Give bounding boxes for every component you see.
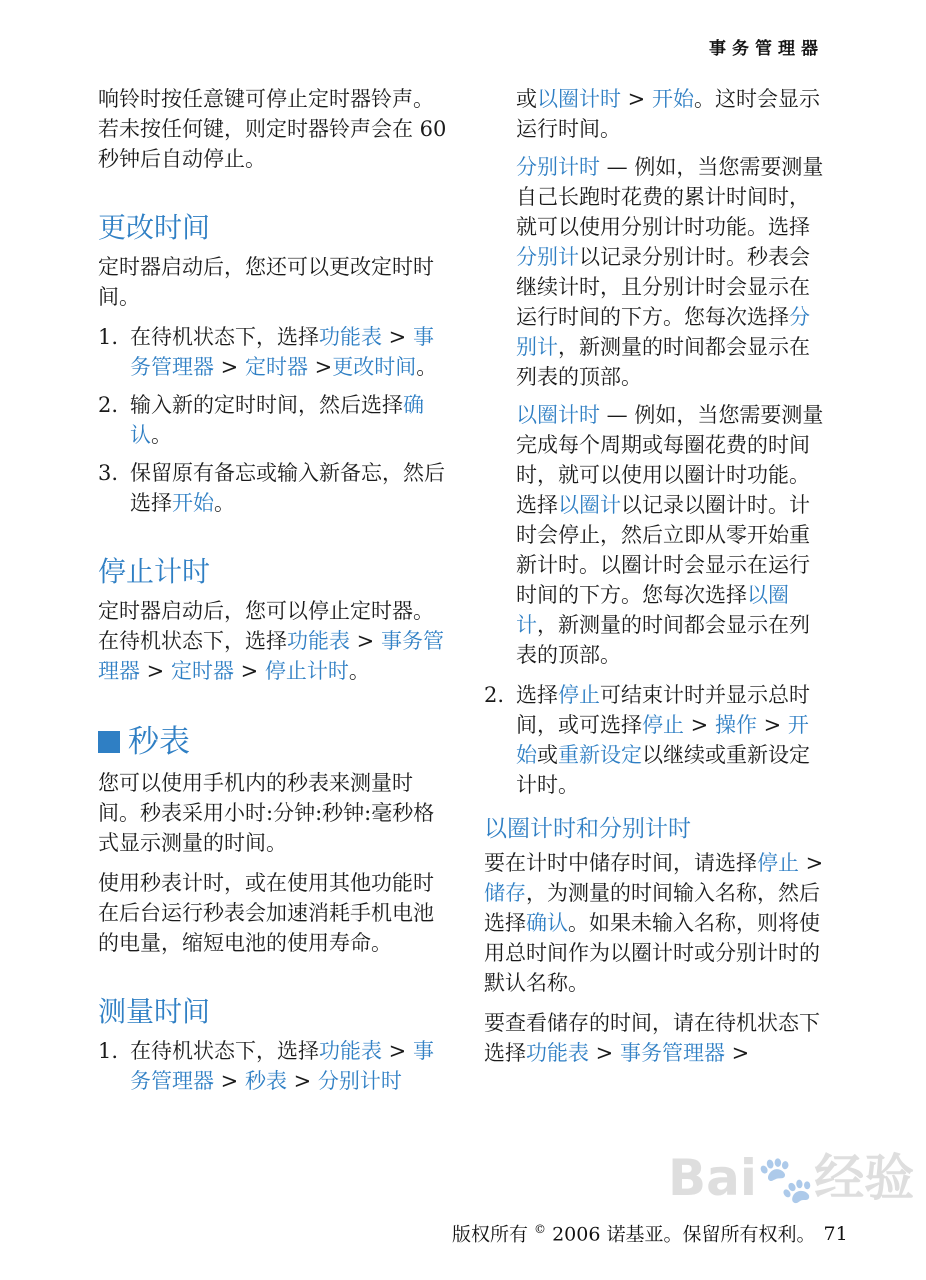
body-text: 以记录以圈计时。计时会停止，然后立即从零开始重新计时。以圈计时会显示在运行时间的下方。您每次选择	[516, 493, 810, 607]
term-lap-timing: 以圈计时	[516, 403, 600, 427]
menu-separator: >	[684, 713, 715, 737]
option-lap: 以圈计	[516, 583, 789, 637]
change-time-heading: 更改时间	[98, 211, 211, 244]
menu-separator: >	[799, 851, 824, 875]
watermark-text: Bai	[668, 1149, 757, 1207]
change-time-body: 定时器启动后，您还可以更改定时时间。	[98, 255, 434, 309]
running-header: 事务管理器	[709, 39, 824, 59]
step-plain-text: 保留原有备忘或输入新备忘，然后选择	[130, 461, 445, 515]
menu-separator: >	[382, 1039, 413, 1063]
right-column	[484, 84, 829, 1068]
option-reset: 重新设定	[558, 743, 642, 767]
measure-time-steps	[98, 1036, 448, 1096]
menu-link-functions: 功能表	[319, 325, 382, 349]
step-plain-text: 以继续或重新设定计时。	[516, 743, 810, 797]
list-item	[98, 1036, 448, 1096]
body-text: ，新测量的时间都会显示在列表的顶部。	[516, 335, 810, 389]
option-stop: 停止	[558, 683, 600, 707]
step-plain-text: 。	[214, 491, 235, 515]
menu-separator: >	[756, 713, 788, 737]
watermark-text-2: 经验	[814, 1149, 915, 1207]
option-lap: 以圈计	[558, 493, 621, 517]
change-time-steps	[98, 322, 448, 518]
menu-separator: >	[214, 355, 245, 379]
body-text: ，新测量的时间都会显示在列表的顶部。	[516, 613, 810, 667]
stopwatch-heading	[98, 722, 448, 762]
change-time-section	[98, 210, 448, 518]
stop-timer-heading: 停止计时	[98, 555, 211, 588]
body-text: 。如果未输入名称，则将使用总时间作为以圈计时或分别计时的默认名称。	[484, 911, 820, 995]
step-text	[130, 390, 448, 450]
step-plain-text: 在待机状态下，选择	[130, 1039, 319, 1063]
stop-timer-section	[98, 554, 448, 686]
view-times-body	[484, 1008, 829, 1068]
square-bullet-icon	[98, 731, 120, 753]
step-text	[130, 322, 448, 382]
list-item	[98, 322, 448, 382]
copyright-text: 版权所有	[452, 1223, 535, 1246]
body-text: 要在计时中储存时间，请选择	[484, 851, 757, 875]
step-plain-text: 。	[416, 355, 438, 379]
menu-separator: >	[286, 1069, 318, 1093]
menu-separator: >	[350, 629, 381, 653]
stopwatch-section	[98, 722, 448, 958]
step-plain-text: 在待机状态下，选择	[130, 325, 319, 349]
term-split-timing: 分别计时	[516, 155, 600, 179]
copyright-text: 2006 诺基亚。保留所有权利。	[546, 1223, 816, 1246]
menu-separator: >	[621, 87, 652, 111]
stop-timer-body	[98, 596, 448, 686]
menu-separator: >	[724, 1041, 750, 1065]
measure-time-steps-cont	[484, 680, 829, 800]
step-plain-text: 可结束计时并显示总时间，或可选择	[516, 683, 810, 737]
menu-link-start: 开始	[172, 491, 214, 515]
timing-mode-descriptions	[484, 152, 829, 670]
stopwatch-body-1: 您可以使用手机内的秒表来测量时间。秒表采用小时:分钟:秒钟:毫秒格式显示测量的时间。	[98, 771, 435, 855]
baidu-watermark	[668, 1138, 914, 1210]
menu-separator: >	[140, 659, 171, 683]
option-confirm: 确认	[526, 911, 568, 935]
list-item	[484, 680, 829, 800]
body-text: 定时器启动后，您可以停止定时器。在待机状态下，选择	[98, 599, 434, 653]
menu-link-organizer: 事务管理器	[98, 629, 444, 683]
menu-link-functions: 功能表	[526, 1041, 589, 1065]
option-save: 储存	[484, 881, 526, 905]
lap-timing-desc	[516, 400, 829, 670]
step-plain-text: 。这时会显示运行时间。	[516, 87, 820, 141]
menu-link-stop-timer: 停止计时	[264, 659, 349, 683]
menu-link-organizer: 事务管理器	[130, 325, 434, 379]
menu-separator: >	[382, 325, 413, 349]
menu-link-timer: 定时器	[170, 659, 234, 683]
menu-link-functions: 功能表	[287, 629, 350, 653]
menu-link-organizer: 事务管理器	[130, 1039, 434, 1093]
step-number: 2.	[98, 393, 119, 417]
step-text	[130, 1036, 448, 1096]
save-times-heading: 以圈计时和分别计时	[484, 816, 691, 842]
body-text: ，为测量的时间输入名称，然后选择	[484, 881, 820, 935]
left-column	[98, 84, 448, 1096]
step-text	[130, 458, 448, 518]
step-number: 3.	[98, 461, 119, 485]
step-number: 1.	[98, 1039, 119, 1063]
step-plain-text: 或	[537, 743, 558, 767]
menu-separator: >	[307, 355, 333, 379]
step-plain-text: 输入新的定时时间，然后选择	[130, 393, 403, 417]
step-plain-text: 。	[151, 423, 172, 447]
page-number: 71	[823, 1223, 848, 1246]
menu-link-functions: 功能表	[319, 1039, 382, 1063]
timer-alarm-text: 响铃时按任意键可停止定时器铃声。若未按任何键，则定时器铃声会在 60 秒钟后自动停止。	[98, 87, 447, 171]
option-stop: 停止	[757, 851, 799, 875]
menu-link-stopwatch: 秒表	[244, 1069, 287, 1093]
body-text: — 例如，当您需要测量自己长跑时花费的累计时间时，就可以使用分别计时功能。选择	[516, 155, 824, 239]
step-text	[516, 680, 829, 800]
option-options: 操作	[714, 713, 757, 737]
paw-icon: 🐾	[757, 1152, 815, 1206]
save-times-section	[484, 814, 829, 1068]
body-text: — 例如，当您需要测量完成每个周期或每圈花费的时间时，就可以使用以圈计时功能。选择	[516, 403, 824, 517]
save-times-body	[484, 848, 829, 998]
measure-time-heading: 测量时间	[98, 995, 211, 1028]
body-text: 以记录分别计时。秒表会继续计时，且分别计时会显示在运行时间的下方。您每次选择	[516, 245, 810, 329]
menu-link-timer: 定时器	[244, 355, 308, 379]
step-number: 1.	[98, 325, 119, 349]
body-text: 。	[348, 659, 370, 683]
step1-continuation	[484, 84, 829, 144]
menu-separator: >	[233, 659, 265, 683]
stopwatch-heading-text: 秒表	[128, 724, 190, 760]
menu-link-start: 开始	[651, 87, 694, 111]
menu-link-change-time: 更改时间	[332, 355, 417, 379]
option-start: 开始	[516, 713, 809, 767]
option-split: 分别计	[516, 305, 810, 359]
body-text: 要查看储存的时间，请在待机状态下选择	[484, 1011, 820, 1065]
menu-separator: >	[214, 1069, 245, 1093]
stopwatch-body-2: 使用秒表计时，或在使用其他功能时在后台运行秒表会加速消耗手机电池的电量，缩短电池的使用寿命。	[98, 871, 434, 955]
option-split: 分别计	[516, 245, 579, 269]
step-text	[516, 84, 829, 144]
menu-link-lap-timing: 以圈计时	[537, 87, 621, 111]
menu-link-confirm: 确认	[130, 393, 424, 447]
menu-link-split-timing: 分别计时	[317, 1069, 402, 1093]
measure-time-section	[98, 994, 448, 1096]
page-footer	[452, 1216, 848, 1247]
step-plain-text: 或	[516, 87, 537, 111]
step-plain-text: 选择	[516, 683, 558, 707]
menu-separator: >	[589, 1041, 620, 1065]
step-number: 2.	[484, 683, 505, 707]
split-timing-desc	[516, 152, 829, 392]
copyright-icon: ©	[534, 1222, 547, 1236]
list-item	[98, 458, 448, 518]
list-item	[98, 390, 448, 450]
option-stop: 停止	[642, 713, 684, 737]
menu-link-organizer: 事务管理器	[619, 1041, 725, 1065]
